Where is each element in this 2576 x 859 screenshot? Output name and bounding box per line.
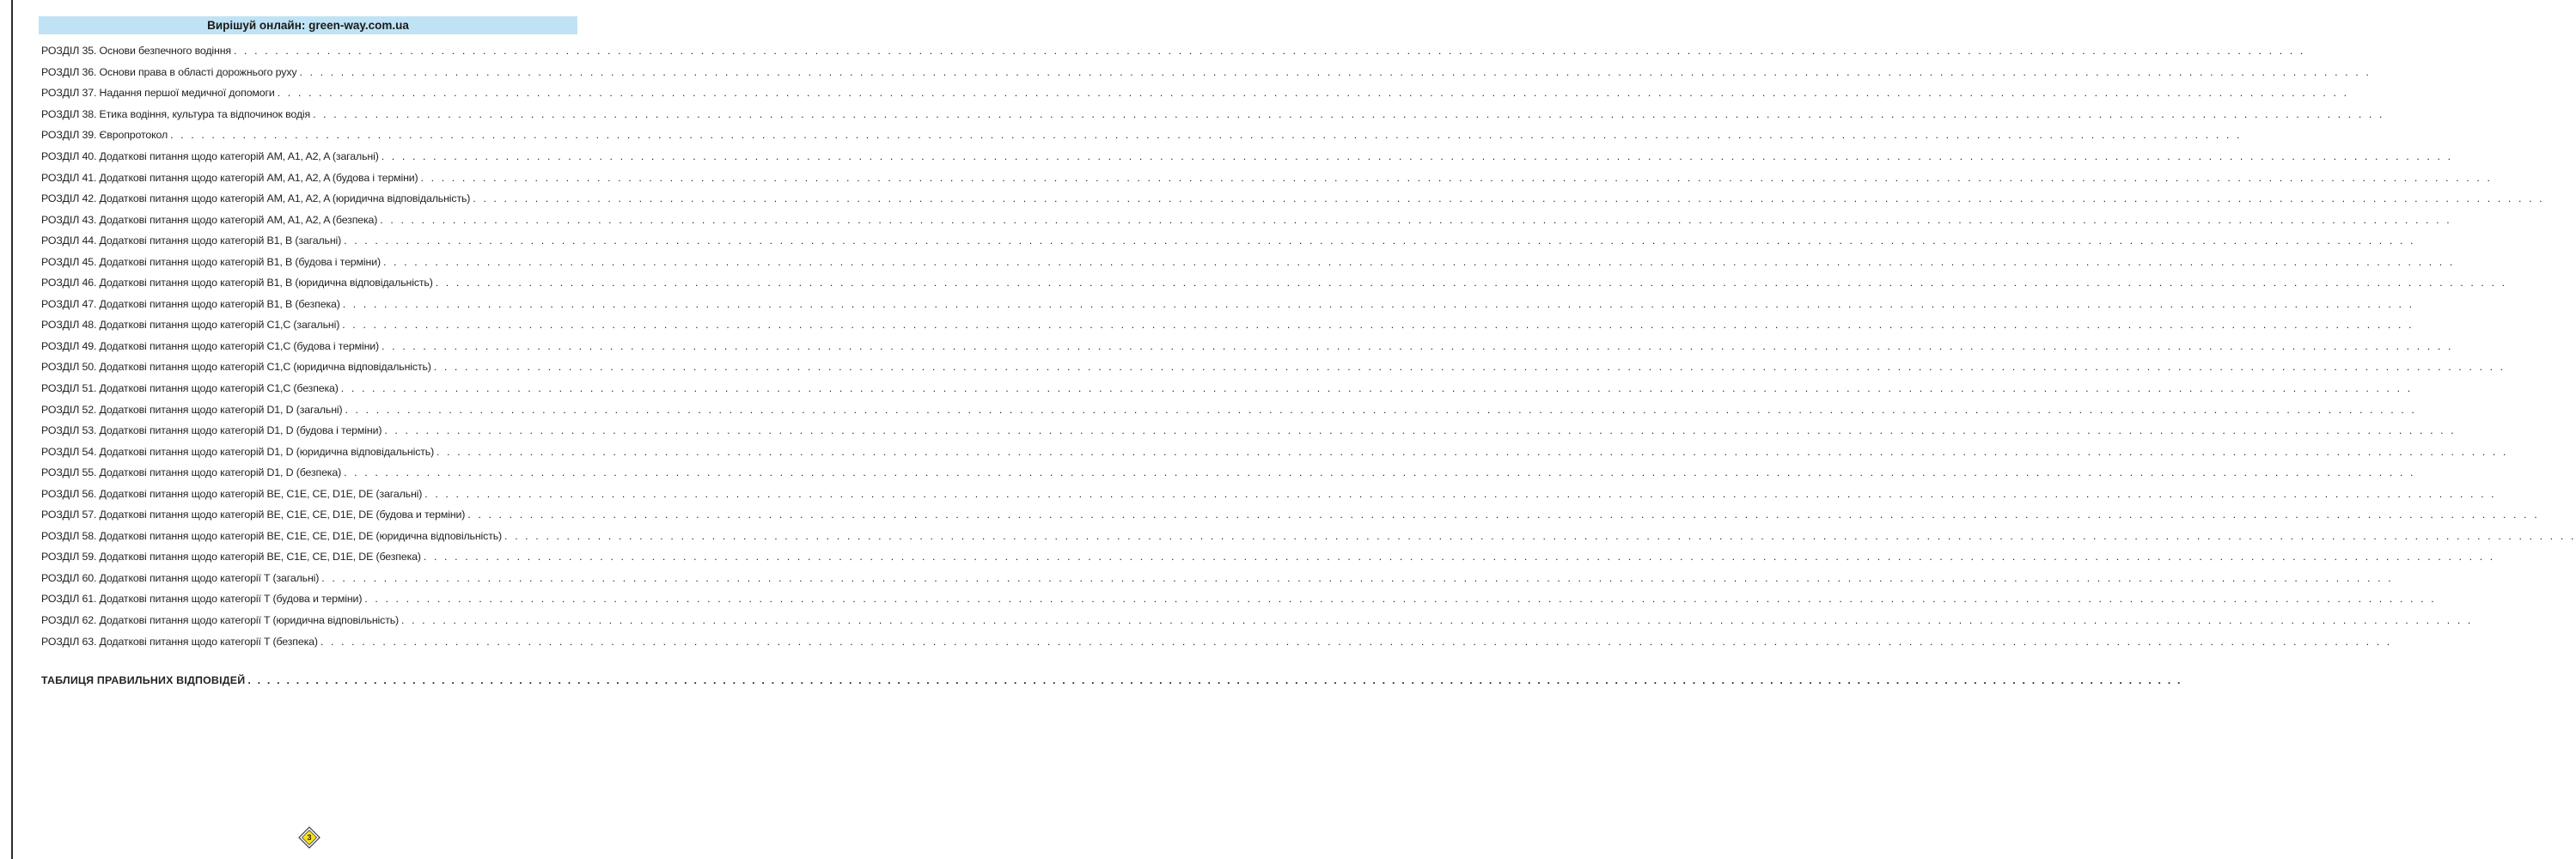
dot-leader: . . . . . . . . . . . . . . . . . . . . . . . . . . . . . . . . . . . . . . . . . . . . . . . . . . . . . . . . . . . . . . . . . . . . . . . . . . . . . . . . . . . . . . . . . . . . . . . . . . . . . . . . . . . . . . . . . . . . . . . . . . . . . . . . . . . . . . . . . . . . . . . . . . . . . . . . . . . . . . . . . . . . . . . . . . . . . . . . . . . . . . . . . . . . . . . . . . . . . . . . <box>299 65 2372 78</box>
toc-entry-title: РОЗДІЛ 56. Додаткові питання щодо категорій BE, C1E, CE, D1E, DE (загальні) <box>41 487 423 500</box>
dot-leader: . . . . . . . . . . . . . . . . . . . . . . . . . . . . . . . . . . . . . . . . . . . . . . . . . . . . . . . . . . . . . . . . . . . . . . . . . . . . . . . . . . . . . . . . . . . . . . . . . . . . . . . . . . . . . . . . . . . . . . . . . . . . . . . . . . . . . . . . . . . . . . . . . . . . . . . . . . . . . . . . . . . . . . . . . . . . . . . . . . . . . . . . . . . . . . . . . . . . . . . . <box>467 509 2540 521</box>
toc-entry <box>41 125 2243 146</box>
toc-entry <box>41 526 2576 547</box>
page-number-badge <box>298 826 320 849</box>
dot-leader: . . . . . . . . . . . . . . . . . . . . . . . . . . . . . . . . . . . . . . . . . . . . . . . . . . . . . . . . . . . . . . . . . . . . . . . . . . . . . . . . . . . . . . . . . . . . . . . . . . . . . . . . . . . . . . . . . . . . . . . . . . . . . . . . . . . . . . . . . . . . . . . . . . . . . . . . . . . . . . . . . . . . . . . . . . . . . . . . . . . . . . . . . . . . . . . . . . . . . . . . <box>436 445 2509 458</box>
page-number: 3 <box>307 833 312 842</box>
toc-entry-title: РОЗДІЛ 63. Додаткові питання щодо категорії T (безпека) <box>41 635 318 648</box>
dot-leader: . . . . . . . . . . . . . . . . . . . . . . . . . . . . . . . . . . . . . . . . . . . . . . . . . . . . . . . . . . . . . . . . . . . . . . . . . . . . . . . . . . . . . . . . . . . . . . . . . . . . . . . . . . . . . . . . . . . . . . . . . . . . . . . . . . . . . . . . . . . . . . . . . . . . . . . . . . . . . . . . . . . . . . . . . . . . . . . . . . . . . . . . . . . . . . . . . . . . . . . . <box>233 45 2305 58</box>
dot-leader: . . . . . . . . . . . . . . . . . . . . . . . . . . . . . . . . . . . . . . . . . . . . . . . . . . . . . . . . . . . . . . . . . . . . . . . . . . . . . . . . . . . . . . . . . . . . . . . . . . . . . . . . . . . . . . . . . . . . . . . . . . . . . . . . . . . . . . . . . . . . . . . . . . . . . . . . . . . . . . . . . . . . . . . . . . . . . . . . . . . . . . . . . . . . . . . . . . . . . . . . <box>344 235 2416 247</box>
toc-entry-title: РОЗДІЛ 47. Додаткові питання щодо категорій B1, B (безпека) <box>41 297 340 310</box>
toc-entry-title: РОЗДІЛ 35. Основи безпечного водіння <box>41 45 231 58</box>
toc-entry-title: РОЗДІЛ 36. Основи права в області дорожнього руху <box>41 65 297 78</box>
dot-leader: . . . . . . . . . . . . . . . . . . . . . . . . . . . . . . . . . . . . . . . . . . . . . . . . . . . . . . . . . . . . . . . . . . . . . . . . . . . . . . . . . . . . . . . . . . . . . . . . . . . . . . . . . . . . . . . . . . . . . . . . . . . . . . . . . . . . . . . . . . . . . . . . . . . . . . . . . . . . . . . . . . . . . . . . . . . . . . . . . . . . . . . . . . . . . . . . . . . . . . . . <box>423 551 2495 564</box>
toc-entry-title: РОЗДІЛ 42. Додаткові питання щодо категорій AM, A1, A2, A (юридична відповідальність) <box>41 192 471 205</box>
dot-leader: . . . . . . . . . . . . . . . . . . . . . . . . . . . . . . . . . . . . . . . . . . . . . . . . . . . . . . . . . . . . . . . . . . . . . . . . . . . . . . . . . . . . . . . . . . . . . . . . . . . . . . . . . . . . . . . . . . . . . . . . . . . . . . . . . . . . . . . . . . . . . . . . . . . . . . . . . . . . . . . . . . . . . . . . . . . . . . . . . . . . . . . . . . . . . . . . . . . . . . . . <box>320 635 2392 648</box>
toc-entry <box>41 188 2545 210</box>
toc-entry <box>41 62 2372 83</box>
dot-leader: . . . . . . . . . . . . . . . . . . . . . . . . . . . . . . . . . . . . . . . . . . . . . . . . . . . . . . . . . . . . . . . . . . . . . . . . . . . . . . . . . . . . . . . . . . . . . . . . . . . . . . . . . . . . . . . . . . . . . . . . . . . . . . . . . . . . . . . . . . . . . . . . . . . . . . . . . . . . . . . . . . . . . . . . . . . . . . . . . . . . . . . . . . . . . . . . . . . . . . . . <box>424 487 2497 500</box>
toc-entry <box>41 568 2394 589</box>
dot-leader: . . . . . . . . . . . . . . . . . . . . . . . . . . . . . . . . . . . . . . . . . . . . . . . . . . . . . . . . . . . . . . . . . . . . . . . . . . . . . . . . . . . . . . . . . . . . . . . . . . . . . . . . . . . . . . . . . . . . . . . . . . . . . . . . . . . . . . . . . . . . . . . . . . . . . . . . . . . . . . . . . . . . . . . . . . . . . . . . . . . . . . . . . . . . . . . . . . . . . . . . <box>382 339 2454 352</box>
dot-leader: . . . . . . . . . . . . . . . . . . . . . . . . . . . . . . . . . . . . . . . . . . . . . . . . . . . . . . . . . . . . . . . . . . . . . . . . . . . . . . . . . . . . . . . . . . . . . . . . . . . . . . . . . . . . . . . . . . . . . . . . . . . . . . . . . . . . . . . . . . . . . . . . . . . . . . . . . . . . . . . . . . . . . . . . . . . . . . . . . . . . . . . . . . . . . . . . . . . . . . . . <box>247 674 2182 686</box>
toc-entry-title: РОЗДІЛ 50. Додаткові питання щодо категорій C1,C (юридична відповідальність) <box>41 361 431 374</box>
dot-leader: . . . . . . . . . . . . . . . . . . . . . . . . . . . . . . . . . . . . . . . . . . . . . . . . . . . . . . . . . . . . . . . . . . . . . . . . . . . . . . . . . . . . . . . . . . . . . . . . . . . . . . . . . . . . . . . . . . . . . . . . . . . . . . . . . . . . . . . . . . . . . . . . . . . . . . . . . . . . . . . . . . . . . . . . . . . . . . . . . . . . . . . . . . . . . . . . . . . . . . . . <box>342 319 2414 332</box>
toc-entry <box>41 420 2457 442</box>
toc-entry-title: РОЗДІЛ 44. Додаткові питання щодо категорій B1, B (загальні) <box>41 235 342 247</box>
toc-entry <box>41 167 2493 188</box>
toc-entry <box>41 610 2473 631</box>
dot-leader: . . . . . . . . . . . . . . . . . . . . . . . . . . . . . . . . . . . . . . . . . . . . . . . . . . . . . . . . . . . . . . . . . . . . . . . . . . . . . . . . . . . . . . . . . . . . . . . . . . . . . . . . . . . . . . . . . . . . . . . . . . . . . . . . . . . . . . . . . . . . . . . . . . . . . . . . . . . . . . . . . . . . . . . . . . . . . . . . . . . . . . . . . . . . . . . . . . . . . . . . <box>473 192 2545 205</box>
toc-entry <box>41 399 2417 420</box>
toc-entry <box>41 82 2349 104</box>
toc-entry-title: РОЗДІЛ 62. Додаткові питання щодо категорії T (юридична відповільність) <box>41 614 400 627</box>
toc-entry-title: РОЗДІЛ 45. Додаткові питання щодо категорій B1, B (будова і терміни) <box>41 255 381 268</box>
toc-entry <box>41 631 2392 652</box>
dot-leader: . . . . . . . . . . . . . . . . . . . . . . . . . . . . . . . . . . . . . . . . . . . . . . . . . . . . . . . . . . . . . . . . . . . . . . . . . . . . . . . . . . . . . . . . . . . . . . . . . . . . . . . . . . . . . . . . . . . . . . . . . . . . . . . . . . . . . . . . . . . . . . . . . . . . . . . . . . . . . . . . . . . . . . . . . . . . . . . . . . . . . . . . . . . . . . . . . . . . . . . . <box>504 529 2576 542</box>
toc-entry <box>41 104 2385 125</box>
dot-leader: . . . . . . . . . . . . . . . . . . . . . . . . . . . . . . . . . . . . . . . . . . . . . . . . . . . . . . . . . . . . . . . . . . . . . . . . . . . . . . . . . . . . . . . . . . . . . . . . . . . . . . . . . . . . . . . . . . . . . . . . . . . . . . . . . . . . . . . . . . . . . . . . . . . . . . . . . . . . . . . . . . . . . . . . . . . . . . . . . . . . . . . . . . . . . . . . . . . . . . . . <box>380 213 2452 226</box>
toc-entry-title: РОЗДІЛ 41. Додаткові питання щодо категорій AM, A1, A2, A (будова і терміни) <box>41 171 418 184</box>
toc-entry-title: РОЗДІЛ 54. Додаткові питання щодо категорій D1, D (юридична відповідальність) <box>41 445 435 458</box>
header-banner <box>39 16 577 34</box>
toc-entry <box>41 378 2413 399</box>
toc-entry-title: РОЗДІЛ 37. Надання першої медичної допомоги <box>41 87 275 100</box>
toc-entry <box>41 356 2506 378</box>
toc-entry <box>41 40 2305 62</box>
toc-entry <box>41 146 2453 168</box>
toc-entry <box>41 588 2437 610</box>
dot-leader: . . . . . . . . . . . . . . . . . . . . . . . . . . . . . . . . . . . . . . . . . . . . . . . . . . . . . . . . . . . . . . . . . . . . . . . . . . . . . . . . . . . . . . . . . . . . . . . . . . . . . . . . . . . . . . . . . . . . . . . . . . . . . . . . . . . . . . . . . . . . . . . . . . . . . . . . . . . . . . . . . . . . . . . . . . . . . . . . . . . . . . . . . . . . . . . . . . . . . . . . <box>313 107 2385 120</box>
table-of-contents <box>41 40 2576 652</box>
toc-entry-title: РОЗДІЛ 43. Додаткові питання щодо категорій AM, A1, A2, A (безпека) <box>41 213 378 226</box>
toc-entry-title: РОЗДІЛ 57. Додаткові питання щодо категорій BE, C1E, CE, D1E, DE (будова и терміни) <box>41 509 466 521</box>
dot-leader: . . . . . . . . . . . . . . . . . . . . . . . . . . . . . . . . . . . . . . . . . . . . . . . . . . . . . . . . . . . . . . . . . . . . . . . . . . . . . . . . . . . . . . . . . . . . . . . . . . . . . . . . . . . . . . . . . . . . . . . . . . . . . . . . . . . . . . . . . . . . . . . . . . . . . . . . . . . . . . . . . . . . . . . . . . . . . . . . . . . . . . . . . . . . . . . . . . . . . . . . <box>382 255 2455 268</box>
toc-entry-title: РОЗДІЛ 55. Додаткові питання щодо категорій D1, D (безпека) <box>41 466 342 479</box>
toc-entry-title: РОЗДІЛ 39. Європротокол <box>41 129 168 142</box>
toc-entry-title: РОЗДІЛ 48. Додаткові питання щодо категорій C1,C (загальні) <box>41 319 340 332</box>
toc-entry-title: РОЗДІЛ 49. Додаткові питання щодо категорій C1,C (будова і терміни) <box>41 339 380 352</box>
toc-entry-title: РОЗДІЛ 52. Додаткові питання щодо категорій D1, D (загальні) <box>41 403 343 416</box>
toc-entry <box>41 546 2495 568</box>
dot-leader: . . . . . . . . . . . . . . . . . . . . . . . . . . . . . . . . . . . . . . . . . . . . . . . . . . . . . . . . . . . . . . . . . . . . . . . . . . . . . . . . . . . . . . . . . . . . . . . . . . . . . . . . . . . . . . . . . . . . . . . . . . . . . . . . . . . . . . . . . . . . . . . . . . . . . . . . . . . . . . . . . . . . . . . . . . . . . . . . . . . . . . . . . . . . . . . . . . . . . . . . <box>420 171 2493 184</box>
header-text: Вирішуй онлайн: green-way.com.ua <box>207 19 409 32</box>
toc-entry-title: РОЗДІЛ 46. Додаткові питання щодо категорій B1, B (юридична відповідальність) <box>41 277 433 289</box>
toc-entry-title: РОЗДІЛ 59. Додаткові питання щодо категорій BE, C1E, CE, D1E, DE (безпека) <box>41 551 421 564</box>
dot-leader: . . . . . . . . . . . . . . . . . . . . . . . . . . . . . . . . . . . . . . . . . . . . . . . . . . . . . . . . . . . . . . . . . . . . . . . . . . . . . . . . . . . . . . . . . . . . . . . . . . . . . . . . . . . . . . . . . . . . . . . . . . . . . . . . . . . . . . . . . . . . . . . . . . . . . . . . . . . . . . . . . . . . . . . . . . . . . . . . . . . . . . . . . . . . . . . . . . . . . . . . <box>433 361 2506 374</box>
toc-entry <box>41 441 2509 462</box>
dot-leader: . . . . . . . . . . . . . . . . . . . . . . . . . . . . . . . . . . . . . . . . . . . . . . . . . . . . . . . . . . . . . . . . . . . . . . . . . . . . . . . . . . . . . . . . . . . . . . . . . . . . . . . . . . . . . . . . . . . . . . . . . . . . . . . . . . . . . . . . . . . . . . . . . . . . . . . . . . . . . . . . . . . . . . . . . . . . . . . . . . . . . . . . . . . . . . . . . . . . . . . . <box>340 382 2413 395</box>
toc-entry <box>41 483 2497 504</box>
toc-entry-title: РОЗДІЛ 38. Етика водіння, культура та відпочинок водія <box>41 107 311 120</box>
toc-entry-title: РОЗДІЛ 58. Додаткові питання щодо категорій BE, C1E, CE, D1E, DE (юридична відповільність) <box>41 529 503 542</box>
dot-leader: . . . . . . . . . . . . . . . . . . . . . . . . . . . . . . . . . . . . . . . . . . . . . . . . . . . . . . . . . . . . . . . . . . . . . . . . . . . . . . . . . . . . . . . . . . . . . . . . . . . . . . . . . . . . . . . . . . . . . . . . . . . . . . . . . . . . . . . . . . . . . . . . . . . . . . . . . . . . . . . . . . . . . . . . . . . . . . . . . . . . . . . . . . . . . . . . . . . . . . . . <box>344 466 2416 479</box>
answers-table-title: ТАБЛИЦЯ ПРАВИЛЬНИХ ВІДПОВІДЕЙ <box>41 674 246 686</box>
toc-entry-title: РОЗДІЛ 51. Додаткові питання щодо категорій C1,C (безпека) <box>41 382 339 395</box>
dot-leader: . . . . . . . . . . . . . . . . . . . . . . . . . . . . . . . . . . . . . . . . . . . . . . . . . . . . . . . . . . . . . . . . . . . . . . . . . . . . . . . . . . . . . . . . . . . . . . . . . . . . . . . . . . . . . . . . . . . . . . . . . . . . . . . . . . . . . . . . . . . . . . . . . . . . . . . . . . . . . . . . . . . . . . . . . . . . . . . . . . . . . . . . . . . . . . . . . . . . . . . . <box>435 277 2507 289</box>
toc-entry-title: РОЗДІЛ 40. Додаткові питання щодо категорій AM, A1, A2, A (загальні) <box>41 150 379 162</box>
dot-leader: . . . . . . . . . . . . . . . . . . . . . . . . . . . . . . . . . . . . . . . . . . . . . . . . . . . . . . . . . . . . . . . . . . . . . . . . . . . . . . . . . . . . . . . . . . . . . . . . . . . . . . . . . . . . . . . . . . . . . . . . . . . . . . . . . . . . . . . . . . . . . . . . . . . . . . . . . . . . . . . . . . . . . . . . . . . . . . . . . . . . . . . . . . . . . . . . . . . . . . . . <box>345 403 2417 416</box>
toc-entry <box>41 272 2507 294</box>
answers-table-entry <box>41 671 2182 690</box>
dot-leader: . . . . . . . . . . . . . . . . . . . . . . . . . . . . . . . . . . . . . . . . . . . . . . . . . . . . . . . . . . . . . . . . . . . . . . . . . . . . . . . . . . . . . . . . . . . . . . . . . . . . . . . . . . . . . . . . . . . . . . . . . . . . . . . . . . . . . . . . . . . . . . . . . . . . . . . . . . . . . . . . . . . . . . . . . . . . . . . . . . . . . . . . . . . . . . . . . . . . . . . . <box>321 571 2394 584</box>
dot-leader: . . . . . . . . . . . . . . . . . . . . . . . . . . . . . . . . . . . . . . . . . . . . . . . . . . . . . . . . . . . . . . . . . . . . . . . . . . . . . . . . . . . . . . . . . . . . . . . . . . . . . . . . . . . . . . . . . . . . . . . . . . . . . . . . . . . . . . . . . . . . . . . . . . . . . . . . . . . . . . . . . . . . . . . . . . . . . . . . . . . . . . . . . . . . . . . . . . . . . . . . <box>384 424 2457 437</box>
toc-entry-title: РОЗДІЛ 60. Додаткові питання щодо категорії T (загальні) <box>41 571 320 584</box>
toc-entry <box>41 251 2455 272</box>
toc-entry <box>41 230 2416 252</box>
toc-entry-title: РОЗДІЛ 61. Додаткові питання щодо категорії T (будова и терміни) <box>41 593 363 606</box>
toc-entry <box>41 462 2416 484</box>
toc-entry <box>41 504 2540 526</box>
dot-leader: . . . . . . . . . . . . . . . . . . . . . . . . . . . . . . . . . . . . . . . . . . . . . . . . . . . . . . . . . . . . . . . . . . . . . . . . . . . . . . . . . . . . . . . . . . . . . . . . . . . . . . . . . . . . . . . . . . . . . . . . . . . . . . . . . . . . . . . . . . . . . . . . . . . . . . . . . . . . . . . . . . . . . . . . . . . . . . . . . . . . . . . . . . . . . . . . . . . . . . . . <box>170 129 2243 142</box>
dot-leader: . . . . . . . . . . . . . . . . . . . . . . . . . . . . . . . . . . . . . . . . . . . . . . . . . . . . . . . . . . . . . . . . . . . . . . . . . . . . . . . . . . . . . . . . . . . . . . . . . . . . . . . . . . . . . . . . . . . . . . . . . . . . . . . . . . . . . . . . . . . . . . . . . . . . . . . . . . . . . . . . . . . . . . . . . . . . . . . . . . . . . . . . . . . . . . . . . . . . . . . . <box>342 297 2414 310</box>
toc-entry <box>41 314 2414 336</box>
dot-leader: . . . . . . . . . . . . . . . . . . . . . . . . . . . . . . . . . . . . . . . . . . . . . . . . . . . . . . . . . . . . . . . . . . . . . . . . . . . . . . . . . . . . . . . . . . . . . . . . . . . . . . . . . . . . . . . . . . . . . . . . . . . . . . . . . . . . . . . . . . . . . . . . . . . . . . . . . . . . . . . . . . . . . . . . . . . . . . . . . . . . . . . . . . . . . . . . . . . . . . . . <box>401 614 2473 627</box>
dot-leader: . . . . . . . . . . . . . . . . . . . . . . . . . . . . . . . . . . . . . . . . . . . . . . . . . . . . . . . . . . . . . . . . . . . . . . . . . . . . . . . . . . . . . . . . . . . . . . . . . . . . . . . . . . . . . . . . . . . . . . . . . . . . . . . . . . . . . . . . . . . . . . . . . . . . . . . . . . . . . . . . . . . . . . . . . . . . . . . . . . . . . . . . . . . . . . . . . . . . . . . . <box>364 593 2437 606</box>
toc-entry <box>41 294 2414 315</box>
page-left-border <box>11 0 13 859</box>
dot-leader: . . . . . . . . . . . . . . . . . . . . . . . . . . . . . . . . . . . . . . . . . . . . . . . . . . . . . . . . . . . . . . . . . . . . . . . . . . . . . . . . . . . . . . . . . . . . . . . . . . . . . . . . . . . . . . . . . . . . . . . . . . . . . . . . . . . . . . . . . . . . . . . . . . . . . . . . . . . . . . . . . . . . . . . . . . . . . . . . . . . . . . . . . . . . . . . . . . . . . . . . <box>381 150 2453 162</box>
toc-entry <box>41 336 2454 357</box>
toc-entry <box>41 209 2452 230</box>
dot-leader: . . . . . . . . . . . . . . . . . . . . . . . . . . . . . . . . . . . . . . . . . . . . . . . . . . . . . . . . . . . . . . . . . . . . . . . . . . . . . . . . . . . . . . . . . . . . . . . . . . . . . . . . . . . . . . . . . . . . . . . . . . . . . . . . . . . . . . . . . . . . . . . . . . . . . . . . . . . . . . . . . . . . . . . . . . . . . . . . . . . . . . . . . . . . . . . . . . . . . . . . <box>277 87 2349 100</box>
toc-entry-title: РОЗДІЛ 53. Додаткові питання щодо категорій D1, D (будова і терміни) <box>41 424 382 437</box>
